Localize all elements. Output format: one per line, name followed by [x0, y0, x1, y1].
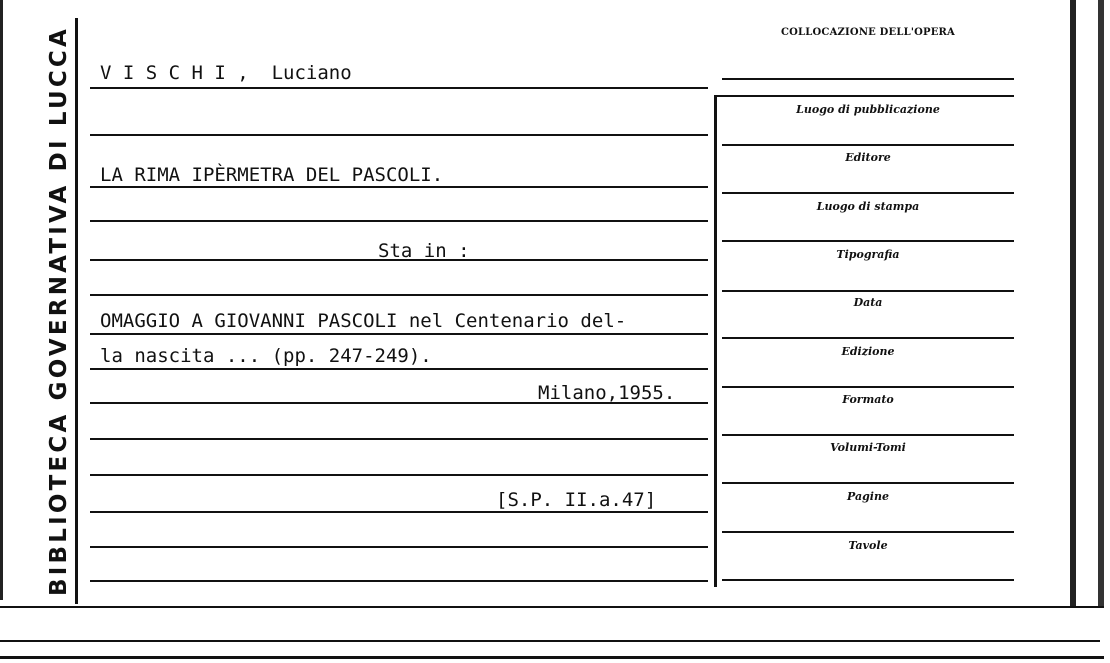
ruled-line [90, 294, 708, 296]
field-tavole: Tavole [848, 539, 888, 552]
right-ruled-line [722, 192, 1014, 194]
field-editore: Editore [845, 151, 891, 164]
field-luogo-stampa: Luogo di stampa [816, 200, 920, 213]
source-title-line-2: la nascita ... (pp. 247-249). [100, 345, 432, 367]
ruled-line [90, 368, 708, 370]
field-luogo-pubblicazione: Luogo di pubblicazione [796, 103, 940, 116]
right-ruled-line [722, 579, 1014, 581]
author-heading: V I S C H I , Luciano [100, 62, 352, 84]
ruled-line [90, 511, 708, 513]
library-name: BIBLIOTECA GOVERNATIVA DI LUCCA [46, 26, 72, 596]
contained-in-label: Sta in : [378, 240, 470, 262]
ruled-line [90, 186, 708, 188]
field-edizione: Edizione [841, 345, 895, 358]
scan-bottom-line [0, 640, 1100, 642]
collocazione-rule [722, 78, 1014, 80]
side-divider [75, 18, 78, 604]
ruled-line [90, 134, 708, 136]
right-ruled-line [722, 337, 1014, 339]
ruled-line [90, 220, 708, 222]
side-band [0, 0, 80, 608]
collocazione-header: COLLOCAZIONE DELL'OPERA [780, 27, 956, 38]
ruled-line [90, 438, 708, 440]
scan-bottom-line [0, 656, 1104, 659]
right-column-top-rule [714, 95, 1014, 97]
field-formato: Formato [842, 393, 894, 406]
shelfmark: [S.P. II.a.47] [496, 489, 657, 511]
field-data: Data [853, 296, 883, 309]
right-ruled-line [722, 386, 1014, 388]
work-title: LA RIMA IPÈRMETRA DEL PASCOLI. [100, 164, 444, 186]
ruled-line [90, 333, 708, 335]
right-ruled-line [722, 240, 1014, 242]
ruled-line [90, 580, 708, 582]
field-volumi-tomi: Volumi-Tomi [830, 441, 906, 454]
right-ruled-line [722, 531, 1014, 533]
ruled-line [90, 546, 708, 548]
card-right-edge [1070, 0, 1076, 608]
card-bottom-edge [0, 606, 1104, 608]
place-and-date: Milano,1955. [538, 382, 676, 404]
card-outer-edge [1098, 0, 1104, 608]
field-pagine: Pagine [847, 490, 889, 503]
right-column-divider [714, 95, 717, 587]
right-ruled-line [722, 144, 1014, 146]
source-title-line-1: OMAGGIO A GIOVANNI PASCOLI nel Centenario del- [100, 310, 627, 332]
right-ruled-line [722, 290, 1014, 292]
right-ruled-line [722, 434, 1014, 436]
field-tipografia: Tipografia [836, 248, 900, 261]
ruled-line [90, 474, 708, 476]
right-ruled-line [722, 482, 1014, 484]
ruled-line [90, 87, 708, 89]
